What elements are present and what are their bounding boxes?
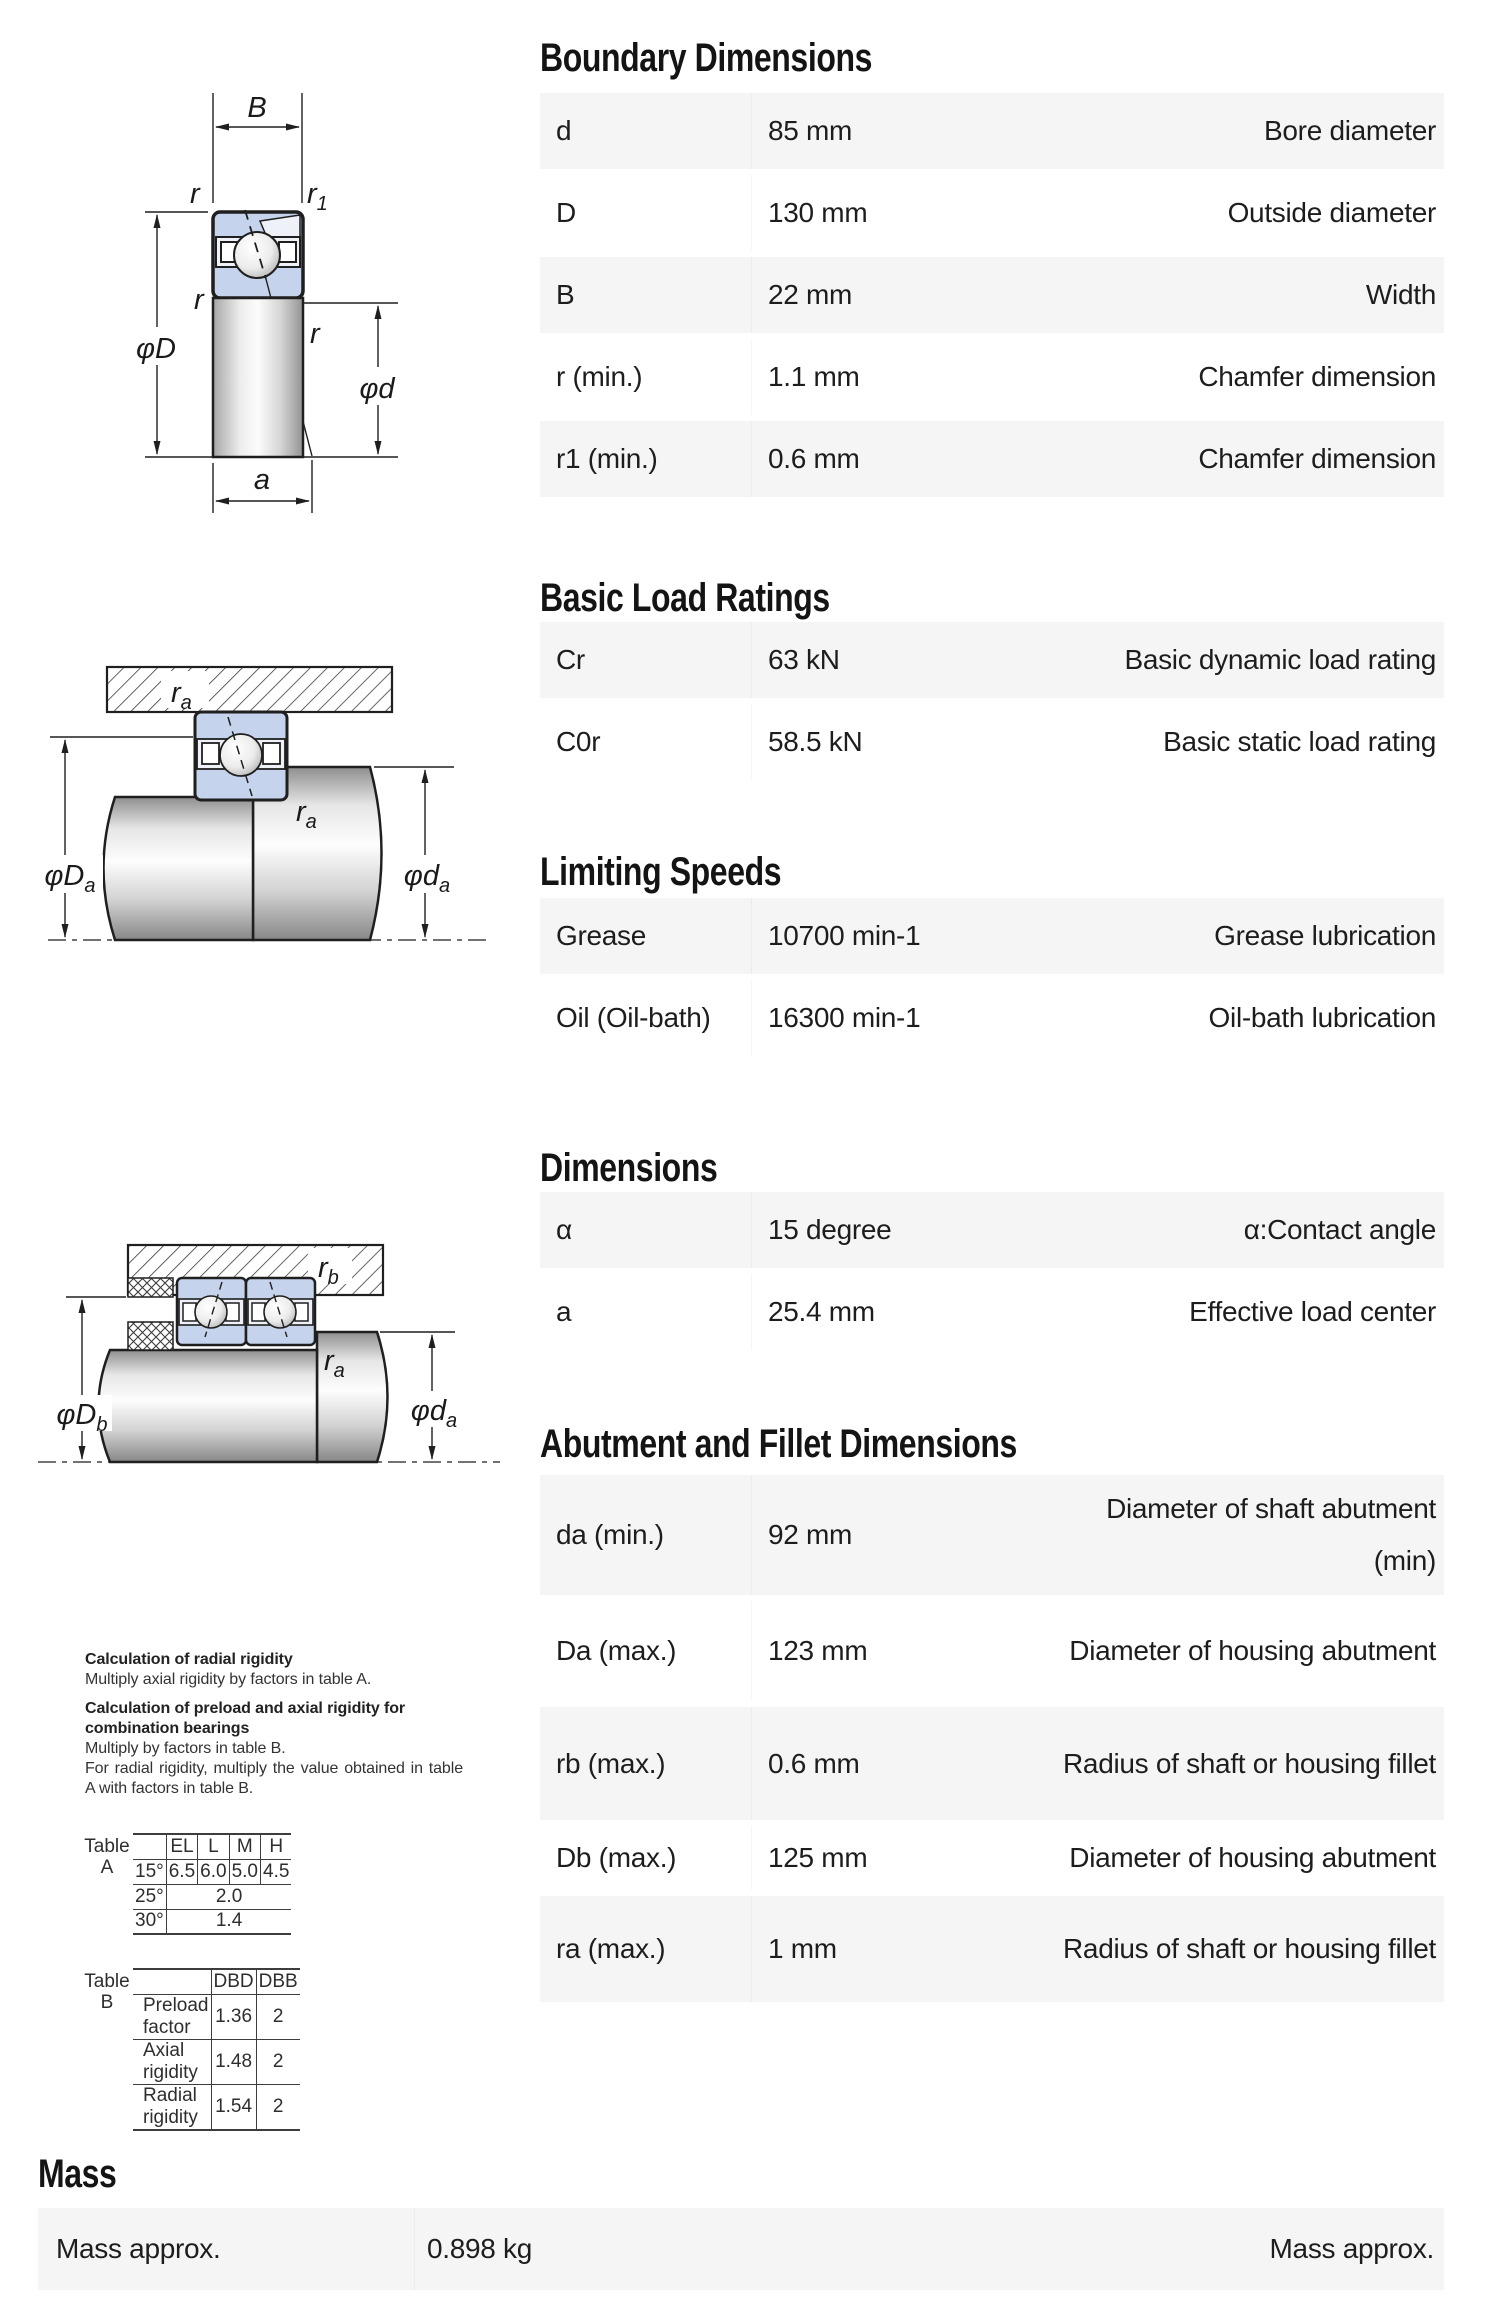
param-description: Diameter of housing abutment xyxy=(1069,1842,1436,1873)
spec-row-alpha xyxy=(540,1192,1444,1268)
rigidity-calculation-notes xyxy=(85,1650,463,1799)
param-label: ra (max.) xyxy=(540,1896,752,2002)
spec-row-da xyxy=(540,1475,1444,1595)
param-description: Diameter of housing abutment xyxy=(1069,1635,1436,1666)
param-description: Chamfer dimension xyxy=(1198,443,1436,474)
dimension-phida xyxy=(374,767,456,937)
label-a: a xyxy=(253,464,271,496)
param-label: r (min.) xyxy=(540,339,752,415)
outer-spacer xyxy=(128,1278,173,1297)
section-title-dimensions: Dimensions xyxy=(540,1146,718,1190)
label-phiDb: $\varphi D_b$ xyxy=(56,1399,108,1436)
spec-row-r-min xyxy=(540,339,1444,415)
bearing-section xyxy=(195,712,287,800)
bearing-section xyxy=(213,210,312,457)
basic-load-ratings-table xyxy=(540,622,1444,786)
table-a-header-row: EL L M H xyxy=(133,1834,291,1859)
param-value: 10700 min-1 xyxy=(768,920,921,951)
param-description: Effective load center xyxy=(1189,1296,1436,1327)
label-phiDa: $\varphi D_a$ xyxy=(44,860,96,897)
label-B: B xyxy=(247,92,267,124)
param-label: C0r xyxy=(540,704,752,780)
param-label: Cr xyxy=(540,622,752,698)
param-value: 125 mm xyxy=(768,1842,868,1873)
param-description: Width xyxy=(1365,279,1436,310)
table-row: 30° 1.4 xyxy=(133,1909,291,1934)
param-value: 58.5 kN xyxy=(768,726,863,757)
param-description: Grease lubrication xyxy=(1214,920,1436,951)
param-label: Mass approx. xyxy=(38,2208,415,2290)
param-value: 123 mm xyxy=(768,1635,868,1666)
spec-row-ra xyxy=(540,1896,1444,2002)
section-title-abutment: Abutment and Fillet Dimensions xyxy=(540,1422,1017,1466)
dimensions-table xyxy=(540,1192,1444,1356)
param-label: Grease xyxy=(540,898,752,974)
label-r-mid-left: r xyxy=(194,284,204,316)
table-row: 15° 6.5 6.0 5.0 4.5 xyxy=(133,1859,291,1884)
shaft-mounting-diagram xyxy=(40,615,500,995)
param-description: Basic dynamic load rating xyxy=(1124,644,1436,675)
note-body-preload: Multiply by factors in table B. xyxy=(85,1740,286,1757)
param-label: B xyxy=(540,257,752,333)
param-label: Da (max.) xyxy=(540,1601,752,1701)
table-b-label: Table B xyxy=(84,1971,130,2013)
spec-row-rb xyxy=(540,1707,1444,1820)
note-body-combined: For radial rigidity, multiply the value obtained in table A with factors in table B. xyxy=(85,1760,463,1797)
param-value: 0.6 mm xyxy=(768,1747,860,1779)
table-row: Axial rigidity 1.48 2 xyxy=(133,2039,300,2084)
spec-row-mass xyxy=(38,2208,1444,2290)
dimension-phid xyxy=(350,306,404,454)
param-description: Radius of shaft or housing fillet xyxy=(1063,1747,1436,1779)
param-description: Mass approx. xyxy=(1269,2233,1434,2264)
dimension-B xyxy=(213,92,302,203)
param-label: a xyxy=(540,1274,752,1350)
boundary-dimensions-table xyxy=(540,93,1444,503)
table-row: Radial rigidity 1.54 2 xyxy=(133,2084,300,2130)
duplex-bearing-diagram xyxy=(30,1175,510,1515)
spec-row-r1-min xyxy=(540,421,1444,497)
spec-row-Cr xyxy=(540,622,1444,698)
param-value: 63 kN xyxy=(768,644,840,675)
section-title-boundary: Boundary Dimensions xyxy=(540,36,873,80)
param-value: 15 degree xyxy=(768,1214,892,1245)
label-r1: $r_1$ xyxy=(307,178,328,215)
param-value: 16300 min-1 xyxy=(768,1002,921,1033)
inner-spacer xyxy=(128,1322,173,1350)
housing-hatched xyxy=(107,667,392,714)
param-description: Diameter of shaft abutment (min) xyxy=(1106,1493,1436,1576)
label-phida-3: $\varphi d_a$ xyxy=(410,1395,458,1432)
param-description: Basic static load rating xyxy=(1163,726,1436,757)
param-value: 130 mm xyxy=(768,197,868,228)
label-r-mid-right: r xyxy=(310,318,320,350)
spec-row-B xyxy=(540,257,1444,333)
section-title-mass: Mass xyxy=(38,2152,117,2196)
table-a-label: Table A xyxy=(84,1836,130,1878)
spec-row-a xyxy=(540,1274,1444,1350)
label-ra: $r_a$ xyxy=(324,1345,345,1382)
label-rb: $r_b$ xyxy=(318,1252,339,1289)
label-r-top: r xyxy=(190,178,200,210)
mass-table xyxy=(38,2208,1444,2296)
param-value: 25.4 mm xyxy=(768,1296,875,1327)
param-value: 22 mm xyxy=(768,279,853,310)
bearing-pair xyxy=(177,1278,315,1345)
param-value: 1.1 mm xyxy=(768,361,860,392)
dimension-a xyxy=(213,460,312,513)
param-value: 1 mm xyxy=(768,1933,837,1964)
abutment-fillet-table xyxy=(540,1475,1444,2008)
spec-row-C0r xyxy=(540,704,1444,780)
param-description: Outside diameter xyxy=(1227,197,1436,228)
param-value: 85 mm xyxy=(768,115,853,146)
label-phida: $\varphi d_a$ xyxy=(403,860,451,897)
section-title-limiting-speeds: Limiting Speeds xyxy=(540,850,782,894)
param-description: Radius of shaft or housing fillet xyxy=(1063,1933,1436,1964)
param-label: r1 (min.) xyxy=(540,421,752,497)
note-heading-radial: Calculation of radial rigidity xyxy=(85,1651,293,1668)
label-ra-housing: $r_a$ xyxy=(171,677,192,714)
spec-row-Da xyxy=(540,1601,1444,1701)
note-heading-preload: Calculation of preload and axial rigidity for combination bearings xyxy=(85,1700,405,1737)
param-description: Bore diameter xyxy=(1264,115,1436,146)
bearing-cross-section-diagram xyxy=(60,55,480,535)
shaft xyxy=(99,1332,388,1462)
label-phiD: φD xyxy=(136,333,176,365)
spec-row-Db xyxy=(540,1826,1444,1890)
param-label: rb (max.) xyxy=(540,1707,752,1820)
spec-row-grease xyxy=(540,898,1444,974)
spec-row-d xyxy=(540,93,1444,169)
param-label: Db (max.) xyxy=(540,1826,752,1890)
note-body-radial: Multiply axial rigidity by factors in table A. xyxy=(85,1671,372,1688)
spec-row-oil xyxy=(540,980,1444,1056)
param-label: D xyxy=(540,175,752,251)
label-phid: φd xyxy=(359,373,395,405)
param-description: α:Contact angle xyxy=(1243,1214,1436,1245)
limiting-speeds-table xyxy=(540,898,1444,1062)
spec-row-D xyxy=(540,175,1444,251)
param-value: 0.6 mm xyxy=(768,443,860,474)
table-b-header-row: DBD DBB xyxy=(133,1969,300,1994)
param-label: d xyxy=(540,93,752,169)
param-label: α xyxy=(540,1192,752,1268)
param-description: Chamfer dimension xyxy=(1198,361,1436,392)
param-value: 0.898 kg xyxy=(427,2233,533,2264)
label-ra-shaft: $r_a$ xyxy=(296,796,317,833)
dimension-phida xyxy=(380,1332,462,1459)
table-row: 25° 2.0 xyxy=(133,1884,291,1909)
section-title-load-ratings: Basic Load Ratings xyxy=(540,576,830,620)
param-label: da (min.) xyxy=(540,1475,752,1595)
param-value: 92 mm xyxy=(768,1519,853,1550)
table-row: Preload factor 1.36 2 xyxy=(133,1994,300,2039)
param-label: Oil (Oil-bath) xyxy=(540,980,752,1056)
param-description: Oil-bath lubrication xyxy=(1208,1002,1436,1033)
